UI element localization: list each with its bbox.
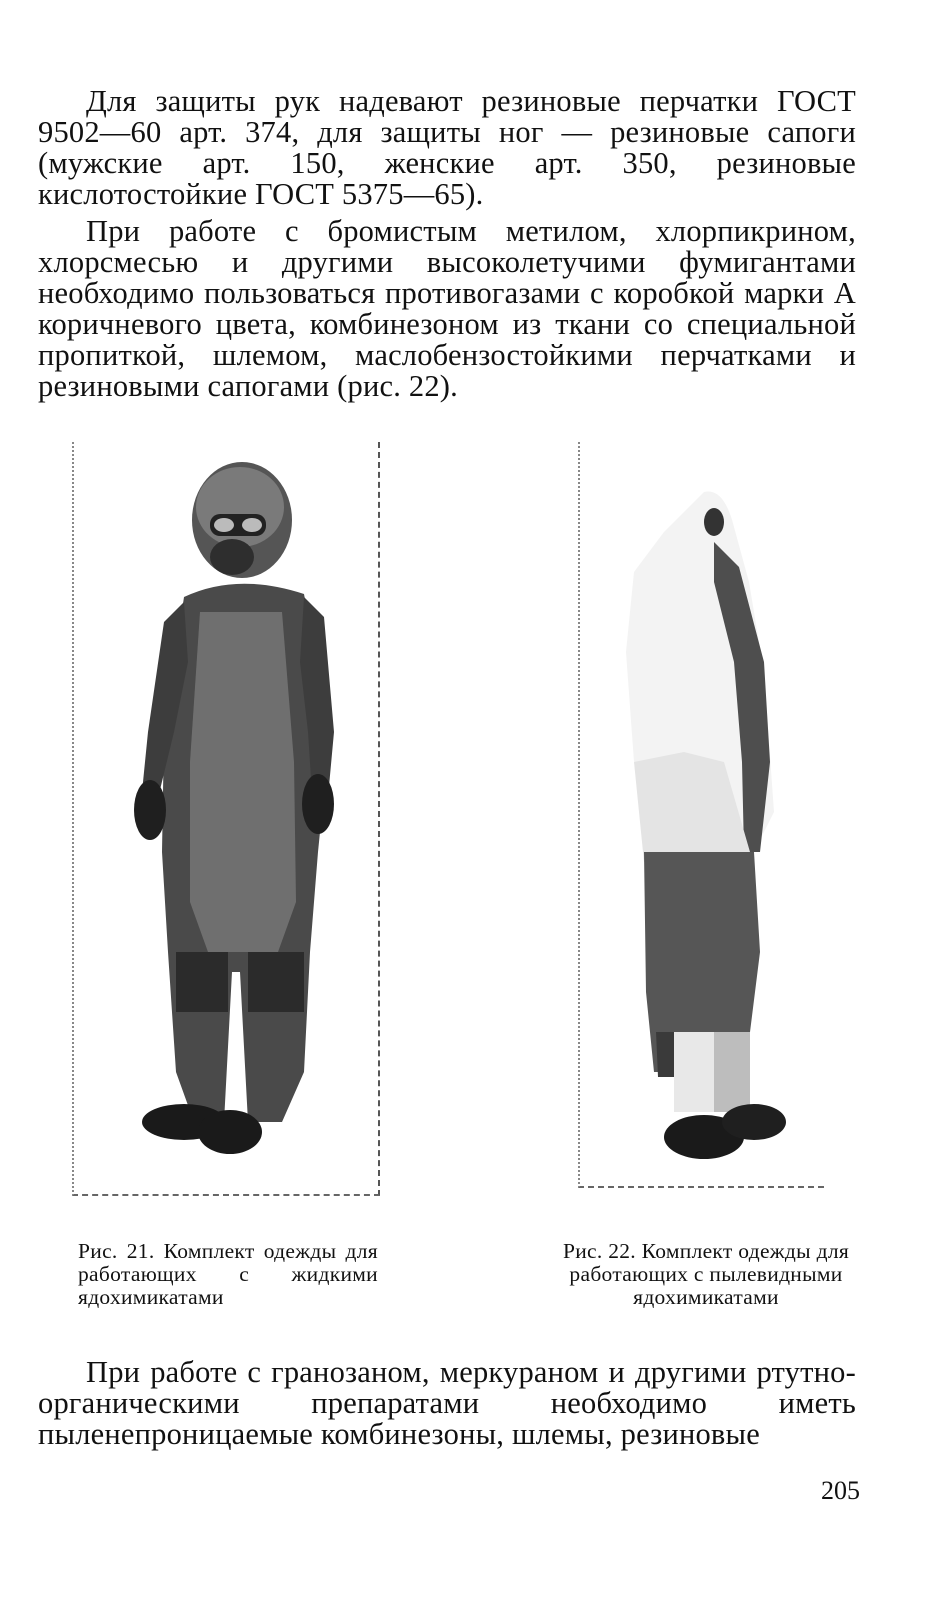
figure-22-photo — [574, 432, 826, 1190]
paragraph-gloves-boots: Для защиты рук надевают резиновые перчатки ГОСТ 9502—60 арт. 374, для защиты ног — резиновые сапоги (мужские арт. 150, женские арт. 350, резиновые кислотостойкие ГОСТ 5375—65). — [38, 84, 856, 211]
figure-22-caption: Рис. 22. Комплект одежды для работающих с пылевидными ядохимикатами — [562, 1239, 850, 1309]
figure-21-photo — [72, 432, 380, 1197]
protective-suit-front-illustration — [72, 432, 380, 1197]
page-number: 205 — [821, 1476, 860, 1505]
paragraph-fumigants: При работе с бромистым метилом, хлорпикрином, хлорсмесью и другими высоколетучими фумигантами необходимо пользоваться противогазами с коробкой марки А коричневого цвета, комбинезоном из ткани со специальной пропиткой, шлемом, маслобензостойкими перчатками и резиновыми сапогами (рис. 22). — [38, 214, 856, 403]
protective-suit-side-illustration — [574, 432, 826, 1190]
paragraph-mercury-preparations: При работе с гранозаном, меркураном и другими ртутно-органическими препаратами необходимо иметь пыленепроницаемые комбинезоны, шлемы, резиновые — [38, 1355, 856, 1451]
figure-21-caption: Рис. 21. Комплект одежды для работающих с жидкими ядохимикатами — [78, 1239, 378, 1309]
